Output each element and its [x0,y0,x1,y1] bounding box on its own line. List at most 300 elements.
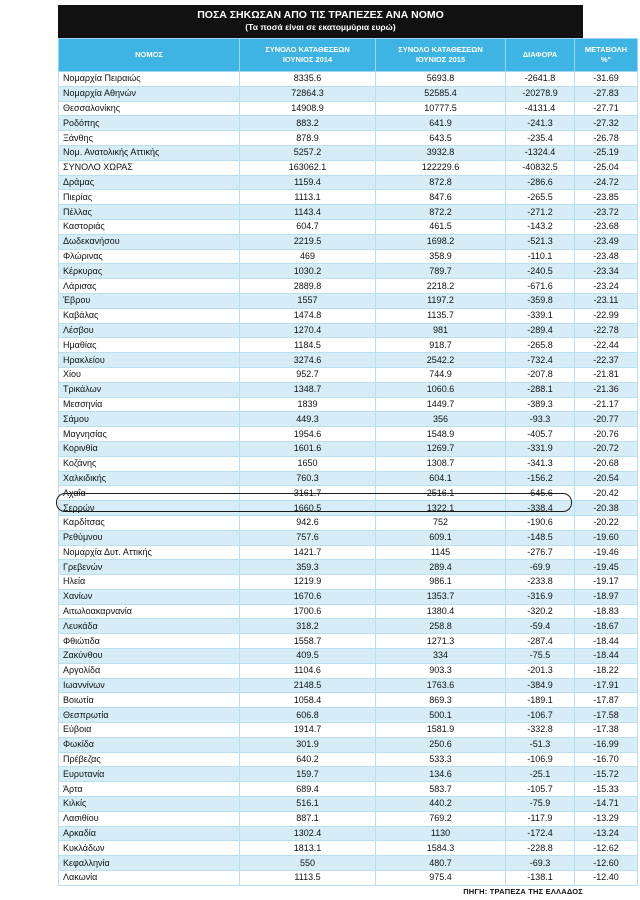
cell-difference: -241.3 [506,116,575,131]
cell-deposits-2015: 1130 [376,826,506,841]
cell-difference: -59.4 [506,619,575,634]
cell-deposits-2014: 409.5 [240,649,376,664]
cell-deposits-2015: 1763.6 [376,678,506,693]
cell-difference: -51.3 [506,737,575,752]
cell-deposits-2015: 1380.4 [376,604,506,619]
table-row [59,205,638,220]
cell-change: -27.32 [575,116,638,131]
cell-nomos: Ζακύνθου [59,649,240,664]
cell-deposits-2015: 847.6 [376,190,506,205]
cell-nomos: Αργολίδα [59,663,240,678]
cell-deposits-2014: 550 [240,856,376,871]
table-row [59,338,638,353]
cell-deposits-2015: 52585.4 [376,86,506,101]
cell-change: -18.44 [575,649,638,664]
table-row [59,86,638,101]
cell-deposits-2014: 2148.5 [240,678,376,693]
cell-nomos: ΣΥΝΟΛΟ ΧΩΡΑΣ [59,160,240,175]
cell-change: -18.44 [575,634,638,649]
cell-nomos: Νομαρχία Πειραιώς [59,72,240,87]
cell-nomos: Πιερίας [59,190,240,205]
table-row [59,871,638,886]
cell-deposits-2015: 604.1 [376,471,506,486]
table-row [59,293,638,308]
cell-difference: -156.2 [506,471,575,486]
source-note: ΠΗΓΗ: ΤΡΑΠΕΖΑ ΤΗΣ ΕΛΛΑΔΟΣ [463,887,583,896]
cell-deposits-2015: 1584.3 [376,841,506,856]
cell-deposits-2014: 449.3 [240,412,376,427]
column-header-deposits-2014 [240,39,376,72]
table-row [59,530,638,545]
cell-deposits-2014: 2889.8 [240,279,376,294]
table-row [59,589,638,604]
column-header-change [575,39,638,72]
cell-difference: -359.8 [506,293,575,308]
cell-difference: -105.7 [506,782,575,797]
cell-change: -20.68 [575,456,638,471]
cell-difference: -189.1 [506,693,575,708]
cell-change: -26.78 [575,131,638,146]
table-row [59,752,638,767]
column-header-difference [506,39,575,72]
cell-nomos: Χίου [59,367,240,382]
table-row [59,811,638,826]
cell-change: -21.81 [575,367,638,382]
cell-nomos: Θεσσαλονίκης [59,101,240,116]
table-row [59,501,638,516]
table-row [59,249,638,264]
cell-nomos: Λακωνία [59,871,240,886]
cell-change: -20.54 [575,471,638,486]
cell-change: -24.72 [575,175,638,190]
cell-deposits-2014: 1159.4 [240,175,376,190]
table-row [59,145,638,160]
cell-nomos: Καρδίτσας [59,515,240,530]
cell-change: -12.40 [575,871,638,886]
table-row [59,841,638,856]
cell-change: -23.72 [575,205,638,220]
cell-change: -25.04 [575,160,638,175]
cell-difference: -332.8 [506,723,575,738]
cell-change: -25.19 [575,145,638,160]
cell-deposits-2015: 1581.9 [376,723,506,738]
cell-difference: -106.9 [506,752,575,767]
cell-change: -22.78 [575,323,638,338]
cell-difference: -265.8 [506,338,575,353]
cell-nomos: Άρτα [59,782,240,797]
cell-deposits-2014: 604.7 [240,219,376,234]
column-header-deposits-2014-line2: ΙΟΥΝΙΟΣ 2014 [282,55,333,64]
table-row [59,826,638,841]
cell-change: -16.70 [575,752,638,767]
table-row [59,545,638,560]
cell-deposits-2014: 887.1 [240,811,376,826]
cell-change: -23.85 [575,190,638,205]
cell-change: -19.60 [575,530,638,545]
deposits-table [58,38,638,886]
page-subtitle: (Τα ποσά είναι σε εκατομμύρια ευρώ) [245,22,396,32]
table-row [59,279,638,294]
table-row [59,575,638,590]
cell-nomos: Κορινθία [59,441,240,456]
cell-nomos: Φλώρινας [59,249,240,264]
cell-deposits-2015: 641.9 [376,116,506,131]
cell-difference: -69.9 [506,560,575,575]
cell-change: -13.24 [575,826,638,841]
cell-change: -17.38 [575,723,638,738]
cell-nomos: Κοζάνης [59,456,240,471]
cell-deposits-2014: 1650 [240,456,376,471]
cell-change: -23.34 [575,264,638,279]
cell-deposits-2014: 1670.6 [240,589,376,604]
cell-difference: -75.5 [506,649,575,664]
cell-difference: -69.3 [506,856,575,871]
table-row [59,427,638,442]
cell-difference: -331.9 [506,441,575,456]
cell-deposits-2015: 356 [376,412,506,427]
cell-deposits-2015: 1449.7 [376,397,506,412]
cell-deposits-2014: 878.9 [240,131,376,146]
cell-difference: -671.6 [506,279,575,294]
cell-difference: -75.9 [506,797,575,812]
cell-deposits-2014: 1219.9 [240,575,376,590]
cell-difference: -201.3 [506,663,575,678]
cell-deposits-2015: 903.3 [376,663,506,678]
cell-deposits-2015: 789.7 [376,264,506,279]
cell-deposits-2014: 1474.8 [240,308,376,323]
cell-deposits-2014: 1302.4 [240,826,376,841]
cell-nomos: Ιωαννίνων [59,678,240,693]
cell-deposits-2014: 1700.6 [240,604,376,619]
cell-deposits-2014: 1601.6 [240,441,376,456]
cell-nomos: Αιτωλοακαρνανία [59,604,240,619]
page-title: ΠΟΣΑ ΣΗΚΩΣΑΝ ΑΠΟ ΤΙΣ ΤΡΑΠΕΖΕΣ ΑΝΑ ΝΟΜΟ [197,9,444,21]
table-row [59,797,638,812]
cell-difference: -320.2 [506,604,575,619]
table-row [59,264,638,279]
cell-nomos: Εύβοια [59,723,240,738]
cell-change: -19.45 [575,560,638,575]
cell-change: -18.83 [575,604,638,619]
cell-difference: -240.5 [506,264,575,279]
cell-change: -23.24 [575,279,638,294]
table-row [59,72,638,87]
cell-change: -31.69 [575,72,638,87]
cell-difference: -316.9 [506,589,575,604]
cell-deposits-2014: 1421.7 [240,545,376,560]
cell-deposits-2015: 1060.6 [376,382,506,397]
cell-deposits-2015: 1308.7 [376,456,506,471]
cell-deposits-2014: 163062.1 [240,160,376,175]
table-row [59,382,638,397]
cell-nomos: Χαλκιδικής [59,471,240,486]
cell-deposits-2014: 942.6 [240,515,376,530]
cell-deposits-2014: 1813.1 [240,841,376,856]
cell-difference: -110.1 [506,249,575,264]
cell-deposits-2014: 3161.7 [240,486,376,501]
table-row [59,190,638,205]
header-row [59,39,638,72]
cell-difference: -2641.8 [506,72,575,87]
cell-change: -12.60 [575,856,638,871]
cell-change: -19.17 [575,575,638,590]
deposits-table-sheet [58,5,628,886]
cell-nomos: Δωδεκανήσου [59,234,240,249]
cell-deposits-2015: 358.9 [376,249,506,264]
cell-difference: -20278.9 [506,86,575,101]
cell-difference: -389.3 [506,397,575,412]
cell-nomos: Ημαθίας [59,338,240,353]
cell-deposits-2015: 1269.7 [376,441,506,456]
cell-deposits-2015: 752 [376,515,506,530]
cell-deposits-2015: 1197.2 [376,293,506,308]
cell-deposits-2014: 301.9 [240,737,376,752]
table-row [59,101,638,116]
column-header-difference-label: ΔΙΑΦΟΡΑ [522,50,558,59]
cell-nomos: Βοιωτία [59,693,240,708]
cell-nomos: Νομαρχία Δυτ. Αττικής [59,545,240,560]
cell-deposits-2014: 8335.6 [240,72,376,87]
cell-change: -23.48 [575,249,638,264]
cell-difference: -172.4 [506,826,575,841]
cell-deposits-2014: 640.2 [240,752,376,767]
cell-deposits-2014: 1184.5 [240,338,376,353]
cell-difference: -521.3 [506,234,575,249]
cell-change: -21.36 [575,382,638,397]
cell-deposits-2014: 952.7 [240,367,376,382]
cell-deposits-2014: 1557 [240,293,376,308]
cell-difference: -287.4 [506,634,575,649]
table-row [59,353,638,368]
table-row [59,515,638,530]
table-row [59,708,638,723]
cell-deposits-2015: 975.4 [376,871,506,886]
table-row [59,397,638,412]
cell-deposits-2014: 5257.2 [240,145,376,160]
cell-deposits-2015: 134.6 [376,767,506,782]
cell-nomos: Έβρου [59,293,240,308]
cell-nomos: Ευρυτανία [59,767,240,782]
cell-deposits-2014: 359.3 [240,560,376,575]
cell-deposits-2015: 744.9 [376,367,506,382]
cell-difference: -138.1 [506,871,575,886]
cell-nomos: Λάρισας [59,279,240,294]
cell-deposits-2015: 440.2 [376,797,506,812]
table-row [59,649,638,664]
cell-deposits-2015: 5693.8 [376,72,506,87]
cell-nomos: Δράμας [59,175,240,190]
cell-deposits-2014: 469 [240,249,376,264]
cell-deposits-2015: 250.6 [376,737,506,752]
table-row [59,308,638,323]
cell-difference: -40832.5 [506,160,575,175]
cell-deposits-2014: 1058.4 [240,693,376,708]
cell-deposits-2014: 1839 [240,397,376,412]
cell-nomos: Νομαρχία Αθηνών [59,86,240,101]
cell-deposits-2015: 10777.5 [376,101,506,116]
cell-nomos: Καστοριάς [59,219,240,234]
cell-nomos: Ξάνθης [59,131,240,146]
cell-deposits-2015: 1135.7 [376,308,506,323]
cell-difference: -271.2 [506,205,575,220]
cell-change: -18.97 [575,589,638,604]
cell-nomos: Ρεθύμνου [59,530,240,545]
cell-difference: -4131.4 [506,101,575,116]
cell-deposits-2015: 609.1 [376,530,506,545]
cell-deposits-2015: 461.5 [376,219,506,234]
cell-change: -15.72 [575,767,638,782]
column-header-nomos-label: ΝΟΜΟΣ [135,50,163,59]
cell-deposits-2014: 1113.1 [240,190,376,205]
cell-difference: -25.1 [506,767,575,782]
cell-change: -23.49 [575,234,638,249]
table-row [59,723,638,738]
cell-nomos: Καβάλας [59,308,240,323]
cell-deposits-2015: 918.7 [376,338,506,353]
cell-difference: -1324.4 [506,145,575,160]
cell-change: -18.22 [575,663,638,678]
cell-change: -20.77 [575,412,638,427]
column-header-deposits-2015-line1: ΣΥΝΟΛΟ ΚΑΤΑΘΕΣΕΩΝ [398,45,483,54]
cell-difference: -93.3 [506,412,575,427]
cell-change: -22.37 [575,353,638,368]
cell-nomos: Λασιθίου [59,811,240,826]
column-header-deposits-2015 [376,39,506,72]
cell-deposits-2015: 1145 [376,545,506,560]
cell-deposits-2015: 2542.2 [376,353,506,368]
cell-difference: -207.8 [506,367,575,382]
cell-nomos: Γρεβενών [59,560,240,575]
cell-difference: -148.5 [506,530,575,545]
cell-nomos: Χανίων [59,589,240,604]
table-row [59,116,638,131]
cell-deposits-2014: 606.8 [240,708,376,723]
cell-change: -13.29 [575,811,638,826]
cell-deposits-2015: 769.2 [376,811,506,826]
table-row [59,219,638,234]
table-row [59,234,638,249]
cell-change: -20.38 [575,501,638,516]
cell-difference: -265.5 [506,190,575,205]
cell-difference: -233.8 [506,575,575,590]
cell-deposits-2014: 2219.5 [240,234,376,249]
table-row [59,486,638,501]
cell-change: -20.72 [575,441,638,456]
cell-nomos: Θεσπρωτία [59,708,240,723]
cell-change: -18.67 [575,619,638,634]
cell-deposits-2015: 289.4 [376,560,506,575]
cell-deposits-2015: 583.7 [376,782,506,797]
cell-change: -22.99 [575,308,638,323]
cell-nomos: Μαγνησίας [59,427,240,442]
cell-deposits-2014: 72864.3 [240,86,376,101]
table-row [59,471,638,486]
cell-change: -15.33 [575,782,638,797]
cell-deposits-2015: 1271.3 [376,634,506,649]
cell-nomos: Κυκλάδων [59,841,240,856]
cell-nomos: Πρέβεζας [59,752,240,767]
cell-deposits-2015: 1322.1 [376,501,506,516]
table-row [59,160,638,175]
cell-deposits-2014: 1104.6 [240,663,376,678]
table-body [59,72,638,886]
title-bar [58,5,583,38]
cell-deposits-2014: 159.7 [240,767,376,782]
cell-change: -14.71 [575,797,638,812]
cell-difference: -190.6 [506,515,575,530]
table-row [59,323,638,338]
cell-difference: -384.9 [506,678,575,693]
cell-change: -27.71 [575,101,638,116]
column-header-deposits-2014-line1: ΣΥΝΟΛΟ ΚΑΤΑΘΕΣΕΩΝ [265,45,350,54]
cell-nomos: Μεσσηνία [59,397,240,412]
cell-deposits-2015: 258.8 [376,619,506,634]
table-row [59,456,638,471]
cell-deposits-2014: 1143.4 [240,205,376,220]
cell-change: -17.58 [575,708,638,723]
cell-change: -17.91 [575,678,638,693]
cell-deposits-2014: 318.2 [240,619,376,634]
cell-deposits-2014: 1914.7 [240,723,376,738]
table-row [59,604,638,619]
column-header-change-line1: ΜΕΤΑΒΟΛΗ [584,45,628,54]
cell-deposits-2014: 1030.2 [240,264,376,279]
table-row [59,663,638,678]
table-row [59,782,638,797]
cell-nomos: Ροδόπης [59,116,240,131]
cell-difference: -338.4 [506,501,575,516]
table-row [59,678,638,693]
cell-nomos: Αχαΐα [59,486,240,501]
cell-deposits-2014: 1113.5 [240,871,376,886]
cell-difference: -289.4 [506,323,575,338]
cell-difference: -106.7 [506,708,575,723]
cell-deposits-2015: 533.3 [376,752,506,767]
cell-change: -20.22 [575,515,638,530]
cell-deposits-2015: 872.2 [376,205,506,220]
cell-deposits-2014: 1558.7 [240,634,376,649]
cell-deposits-2015: 872.8 [376,175,506,190]
table-row [59,367,638,382]
table-row [59,856,638,871]
table-row [59,412,638,427]
cell-change: -27.83 [575,86,638,101]
column-header-nomos [59,39,240,72]
cell-deposits-2015: 643.5 [376,131,506,146]
cell-difference: -117.9 [506,811,575,826]
cell-change: -22.44 [575,338,638,353]
cell-deposits-2015: 334 [376,649,506,664]
cell-change: -19.46 [575,545,638,560]
cell-nomos: Τρικάλων [59,382,240,397]
cell-difference: -732.4 [506,353,575,368]
table-header [59,39,638,72]
cell-nomos: Κέρκυρας [59,264,240,279]
cell-deposits-2014: 3274.6 [240,353,376,368]
cell-change: -20.42 [575,486,638,501]
cell-nomos: Ηρακλείου [59,353,240,368]
table-row [59,560,638,575]
cell-deposits-2014: 1660.5 [240,501,376,516]
cell-deposits-2015: 122229.6 [376,160,506,175]
cell-deposits-2015: 500.1 [376,708,506,723]
cell-nomos: Νομ. Ανατολικής Αττικής [59,145,240,160]
column-header-deposits-2015-line2: ΙΟΥΝΙΟΣ 2015 [415,55,466,64]
table-row [59,737,638,752]
cell-nomos: Κιλκίς [59,797,240,812]
cell-nomos: Φωκίδα [59,737,240,752]
table-row [59,131,638,146]
